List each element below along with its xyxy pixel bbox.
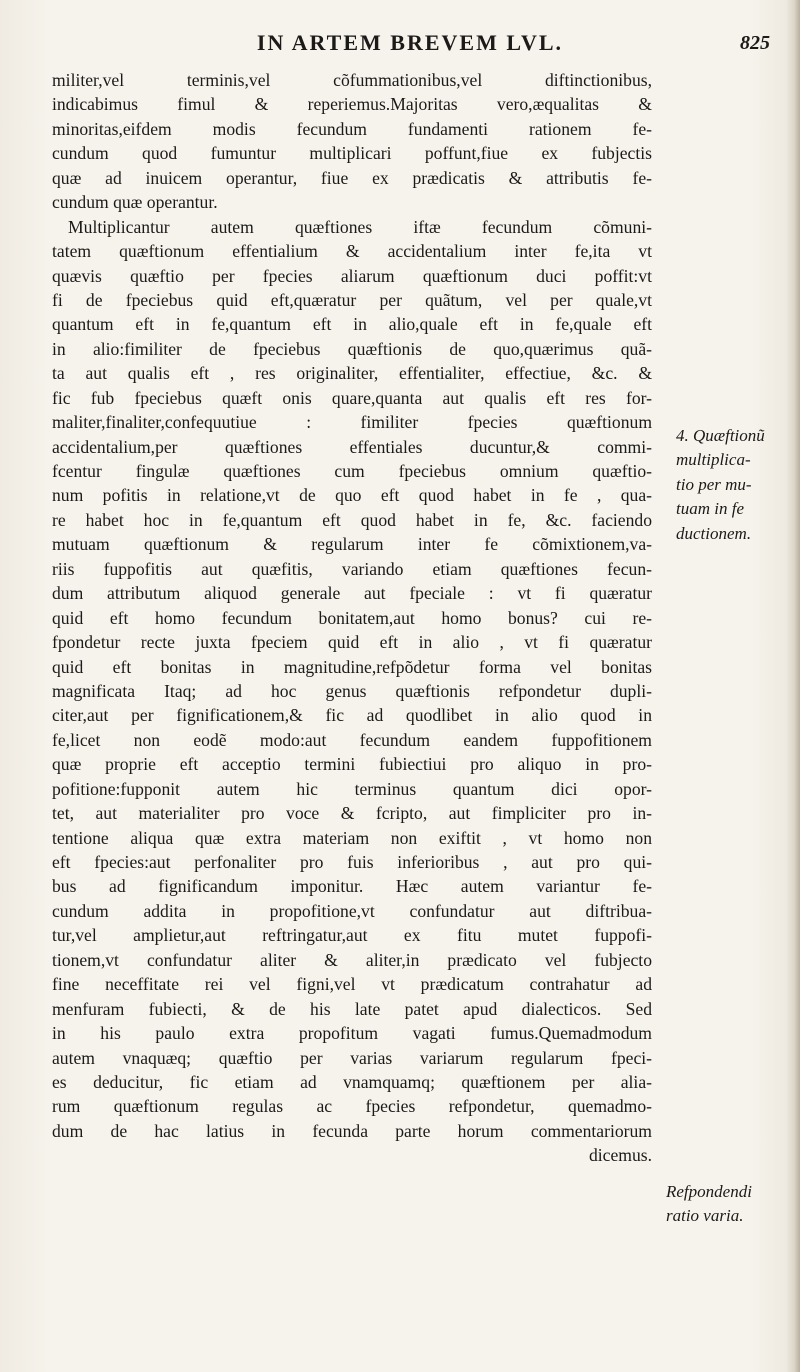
text-line: militer,vel terminis,vel cõfummationibus,vel diftinctionibus, [52, 70, 652, 90]
text-line: Multiplicantur autem quæftiones iftæ fecundum cõmuni- [68, 216, 652, 237]
text-line: dum attributum aliquod generale aut fpeciale : vt fi quæratur [52, 583, 652, 604]
text-line: tentione aliqua quæ extra materiam non exiftit , vt homo non [52, 827, 652, 848]
margin-note-line: ratio varia. [666, 1206, 744, 1226]
text-line: fe,licet non eodẽ modo:aut fecundum eandem fuppofitionem [52, 729, 652, 750]
text-line: quævis quæftio per fpecies aliarum quæftionum duci poffit:vt [52, 265, 652, 286]
text-line: fcentur fingulæ quæftiones cum fpeciebus omnium quæftio- [52, 461, 652, 481]
text-line: fic fub fpeciebus quæft onis quare,quanta aut qualis eft res for- [52, 387, 652, 408]
text-line: indicabimus fimul & reperiemus.Majoritas vero,æqualitas & [52, 94, 652, 115]
margin-note-multiplication [676, 424, 800, 546]
text-line: mutuam quæftionum & regularum inter fe cõmixtionem,va- [52, 534, 652, 555]
text-line: citer,aut per fignificationem,& fic ad quodlibet in alio quod in [52, 705, 652, 726]
text-line: quid eft bonitas in magnitudine,refpõdetur forma vel bonitas [52, 656, 652, 677]
text-line: tatem quæftionum effentialium & accidentalium inter fe,ita vt [52, 241, 652, 262]
page-edge-shadow [786, 0, 800, 1372]
text-line: maliter,finaliter,confequutiue : fimiliter fpecies quæftionum [52, 412, 652, 433]
text-line: bus ad fignificandum imponitur. Hæc autem variantur fe- [52, 876, 652, 897]
text-line: magnificata Itaq; ad hoc genus quæftionis refpondetur dupli- [52, 680, 652, 701]
text-line: tur,vel amplietur,aut reftringatur,aut ex fitu mutet fuppofi- [52, 925, 652, 946]
text-line: es deducitur, fic etiam ad vnamquamq; quæftionem per alia- [52, 1071, 652, 1092]
text-line: minoritas,eifdem modis fecundum fundamenti rationem fe- [52, 118, 652, 139]
text-line: autem vnaquæq; quæftio per varias variarum regularum fpeci- [52, 1047, 652, 1068]
text-line: in alio:fimiliter de fpeciebus quæftionis de quo,quærimus quã- [52, 338, 652, 359]
text-line: dicemus. [588, 1145, 652, 1166]
text-line: cundum quæ operantur. [52, 192, 218, 213]
text-line: fi de fpeciebus quid eft,quæratur per quãtum, vel per quale,vt [52, 289, 652, 310]
text-line: accidentalium,per quæftiones effentiales ducuntur,& commi- [52, 436, 652, 457]
text-line: pofitione:fupponit autem hic terminus quantum dici opor- [52, 778, 652, 799]
margin-note-line: tuam in fe [676, 499, 744, 519]
text-line: quantum eft in fe,quantum eft in alio,quale eft in fe,quale eft [52, 314, 652, 335]
text-line: cundum addita in propofitione,vt confundatur aut diftribua- [52, 900, 652, 921]
text-line: tet, aut materialiter pro voce & fcripto, aut fimpliciter pro in- [52, 803, 652, 824]
text-line: menfuram fubiecti, & de his late patet apud dialecticos. Sed [52, 998, 652, 1019]
margin-note-line: multiplica- [676, 450, 751, 470]
margin-note-line: ductionem. [676, 523, 752, 543]
running-header: IN ARTEM BREVEM LVL. [256, 30, 564, 55]
text-line: quæ ad inuicem operantur, fiue ex prædicatis & attributis fe- [52, 167, 652, 188]
text-line: dum de hac latius in fecunda parte horum commentariorum [52, 1120, 652, 1141]
text-line: fine neceffitate rei vel figni,vel vt prædicatum contrahatur ad [52, 974, 652, 995]
text-line: cundum quod fumuntur multiplicari poffunt,fiue ex fubjectis [52, 143, 652, 164]
text-line: riis fuppofitis aut quæfitis, variando etiam quæftiones fecun- [52, 558, 652, 579]
text-line: rum quæftionum regulas ac fpecies refpondetur, quemadmo- [52, 1096, 652, 1117]
text-line: quid eft homo fecundum bonitatem,aut homo bonus? cui re- [52, 607, 652, 628]
text-line: tionem,vt confundatur aliter & aliter,in prædicato vel fubjecto [52, 949, 652, 970]
page-number: 825 [740, 32, 770, 54]
text-line: re habet hoc in fe,quantum eft quod habet in fe, &c. faciendo [52, 509, 652, 530]
text-line: eft fpecies:aut perfonaliter pro fuis inferioribus , aut pro qui- [52, 852, 652, 872]
text-line: num pofitis in relatione,vt de quo eft quod habet in fe , qua- [52, 485, 652, 506]
text-line: in his paulo extra propofitum vagati fumus.Quemadmodum [52, 1023, 652, 1044]
margin-note-line: tio per mu- [676, 474, 752, 494]
text-line: ta aut qualis eft , res originaliter, effentialiter, effectiue, &c. & [52, 363, 652, 384]
margin-note-line: 4. Quæftionũ [676, 426, 765, 445]
margin-note-line: Refpondendi [666, 1182, 752, 1201]
text-line: fpondetur recte juxta fpeciem quid eft in alio , vt fi quæratur [52, 632, 652, 653]
text-line: quæ proprie eft acceptio termini fubiectiui pro aliquo in pro- [52, 754, 652, 775]
body-text [52, 68, 652, 1168]
margin-note-responding [666, 1180, 800, 1229]
